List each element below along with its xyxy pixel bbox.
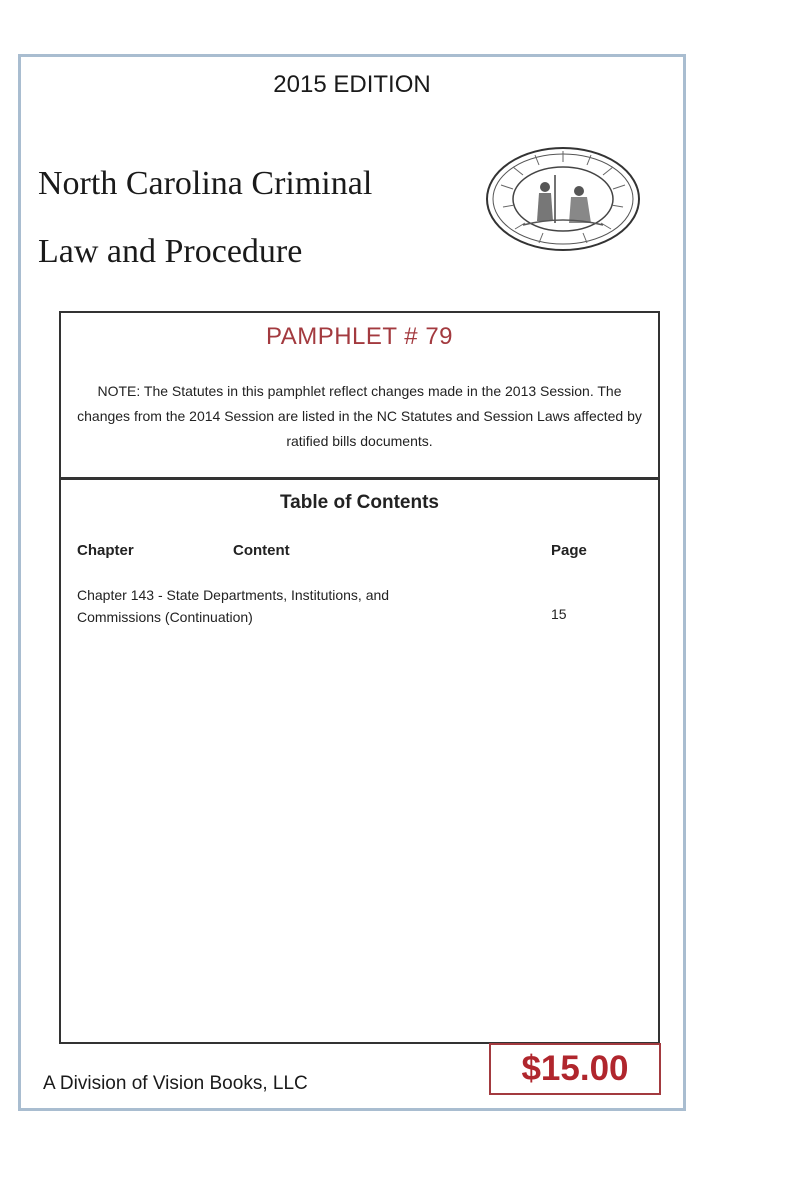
edition-note: NOTE: The Statutes in this pamphlet reflect changes made in the 2013 Session. The changes from the 2014 Session are listed in the NC Statutes and Session Laws affected by ratified bills documents. <box>77 383 642 449</box>
toc-header-content: Content <box>233 542 290 559</box>
nc-state-seal-icon <box>483 145 643 253</box>
note-box <box>59 311 660 479</box>
book-cover <box>18 54 686 1111</box>
toc-entry-text: Chapter 143 - State Departments, Institutions, and Commissions (Continuation) <box>77 587 390 625</box>
toc-header-page: Page <box>551 542 587 559</box>
table-of-contents <box>59 478 660 1044</box>
toc-header-chapter: Chapter <box>77 542 134 559</box>
price-tag: $15.00 <box>489 1043 661 1095</box>
edition-label: 2015 EDITION <box>273 71 431 98</box>
pamphlet-number: PAMPHLET # 79 <box>265 323 454 350</box>
toc-entry-page: 15 <box>551 606 567 622</box>
title-line-1: North Carolina Criminal <box>38 165 373 202</box>
toc-title: Table of Contents <box>279 492 440 513</box>
title-line-2: Law and Procedure <box>38 233 303 270</box>
publisher-label: A Division of Vision Books, LLC <box>43 1073 308 1094</box>
